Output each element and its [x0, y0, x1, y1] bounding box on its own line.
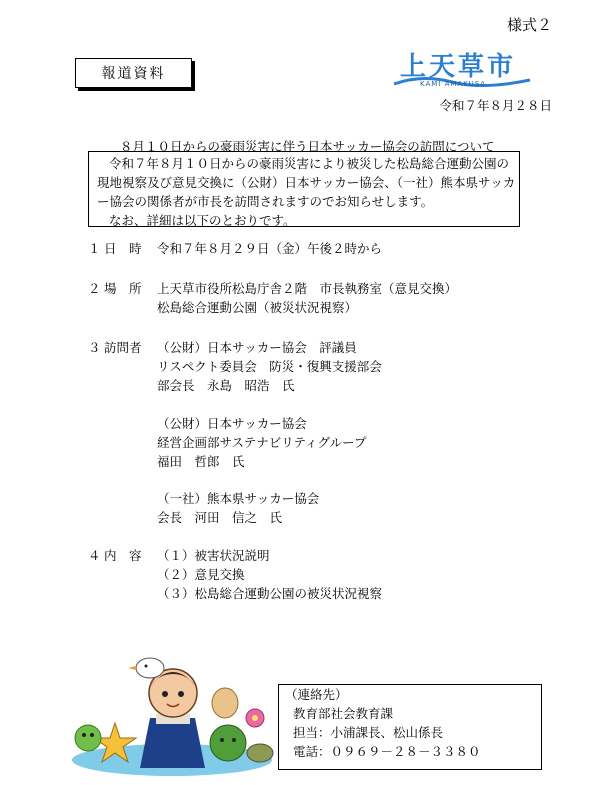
- city-logo: [392, 50, 532, 92]
- cactus-mascot: [210, 725, 246, 761]
- contact-heading: （連絡先）: [285, 687, 348, 702]
- flower-mascot: [246, 709, 264, 727]
- contact-persons: 担当：小浦課長、松山係長: [293, 725, 444, 740]
- item-num: ３: [88, 340, 101, 355]
- intro-box: [88, 151, 520, 227]
- item-label: 日 時: [104, 241, 142, 256]
- contact-phone: 電話：０９６９－２８－３３８０: [293, 744, 481, 759]
- content-line: （２）意見交換: [157, 567, 245, 582]
- intro-line: なお、詳細は以下のとおりです。: [109, 213, 296, 228]
- item-num: ４: [88, 548, 101, 563]
- item-label: 内 容: [104, 548, 142, 563]
- contact-box: [278, 684, 542, 770]
- mascot-character: [140, 669, 205, 768]
- item-label: 場 所: [104, 281, 142, 296]
- visitor-line: （一社）熊本県サッカー協会: [157, 491, 320, 506]
- contact-dept: 教育部社会教育課: [293, 706, 394, 721]
- place-line: 松島総合運動公園（被災状況視察）: [157, 300, 358, 315]
- content-line: （３）松島総合運動公園の被災状況視察: [157, 586, 383, 601]
- intro-line: ー協会の関係者が市長を訪問されますのでお知らせします。: [97, 194, 434, 209]
- visitor-line: 経営企画部サステナビリティグループ: [157, 435, 367, 450]
- visitor-line: 福田 哲郎 氏: [157, 454, 245, 469]
- place-line: 上天草市役所松島庁舎２階 市長執務室（意見交換）: [157, 281, 458, 296]
- item-label: 訪問者: [104, 340, 142, 355]
- intro-line: 現地視察及び意見交換に（公財）日本サッカー協会、（一社）熊本県サッカ: [97, 175, 516, 190]
- release-date: 令和７年８月２８日: [439, 98, 552, 113]
- press-release-label: 報道資料: [75, 58, 192, 88]
- logo-text: 上天草市: [400, 52, 517, 82]
- item-num: １: [88, 241, 101, 256]
- visitor-line: 部会長 永島 昭浩 氏: [157, 378, 295, 393]
- document-title: ８月１０日からの豪雨災害に伴う日本サッカー協会の訪問について: [120, 139, 495, 154]
- visitor-line: リスペクト委員会 防災・復興支援部会: [157, 359, 382, 374]
- bread-mascot: [212, 688, 238, 718]
- intro-line: 令和７年８月１０日からの豪雨災害により被災した松島総合運動公園の: [109, 156, 510, 171]
- green-creature-mascot: [75, 725, 101, 751]
- form-number-label: 様式２: [506, 16, 552, 34]
- visitor-line: （公財）日本サッカー協会 評議員: [157, 340, 357, 355]
- bird-mascot: [128, 658, 164, 678]
- visitor-line: （公財）日本サッカー協会: [157, 416, 307, 431]
- mascot-illustration: [70, 648, 275, 778]
- content-line: （１）被害状況説明: [157, 548, 270, 563]
- turtle-mascot: [247, 744, 273, 762]
- item-num: ２: [88, 281, 101, 296]
- logo-roman-text: KAMI AMAKUSA: [420, 80, 487, 88]
- datetime-value: 令和７年８月２９日（金）午後２時から: [157, 241, 383, 256]
- visitor-line: 会長 河田 信之 氏: [157, 510, 283, 525]
